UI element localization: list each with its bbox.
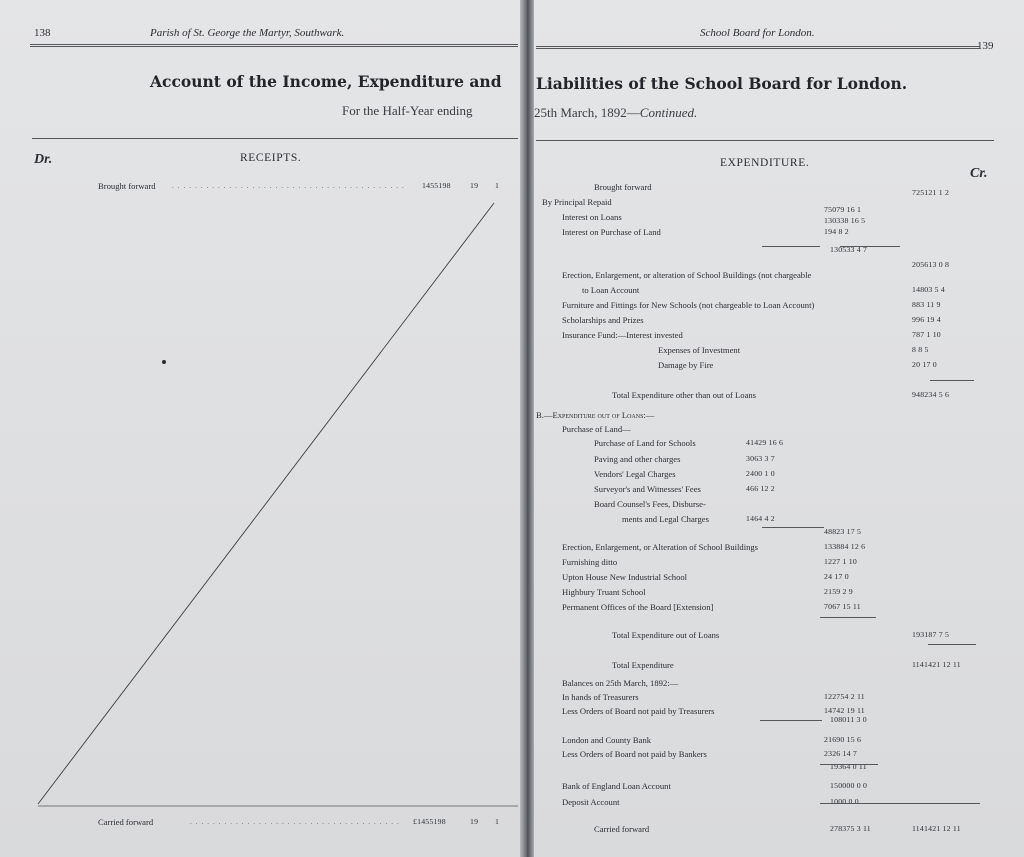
ledger-amount: 122754 2 11 (824, 692, 865, 701)
cr-label: Cr. (970, 166, 988, 181)
subtotal-rule (820, 764, 878, 765)
ledger-row-label: Scholarships and Prizes (562, 315, 644, 325)
ledger-row-label: Balances on 25th March, 1892:— (562, 678, 679, 688)
dr-label: Dr. (34, 152, 53, 167)
ledger-amount: 1000 0 0 (830, 797, 859, 806)
subtotal-rule (928, 644, 976, 645)
ledger-amount: 14742 19 11 (824, 706, 865, 715)
ledger-row-label: Brought forward (594, 182, 652, 192)
ledger-amount: 948234 5 6 (912, 390, 950, 399)
ledger-amount: 3063 3 7 (746, 454, 775, 463)
ledger-row-label: Purchase of Land for Schools (594, 438, 696, 448)
subtotal-rule (762, 527, 824, 528)
ledger-row-label: Total Expenditure other than out of Loans (612, 390, 757, 400)
ledger-amount: 1227 1 10 (824, 557, 857, 566)
subtotal-rule (760, 720, 822, 721)
ledger-row-label: Board Counsel's Fees, Disburse- (594, 499, 706, 509)
right-title-rule (536, 140, 994, 141)
ledger-row-label: By Principal Repaid (542, 197, 612, 207)
ink-spot (162, 360, 166, 364)
ledger-amount: 1141421 12 11 (912, 660, 961, 669)
ledger-row-label: Insurance Fund:—Interest invested (562, 330, 683, 340)
ledger-amount: 193187 7 5 (912, 630, 950, 639)
ledger-amount: 996 19 4 (912, 315, 941, 324)
ledger-amount: 133884 12 6 (824, 542, 866, 551)
cf-shillings: 19 (470, 817, 479, 826)
ledger-row-label: Bank of England Loan Account (562, 781, 671, 791)
ledger-row-label: Erection, Enlargement, or Alteration of School Buildings (562, 542, 759, 552)
ledger-row-label: Total Expenditure out of Loans (612, 630, 720, 640)
subtotal-rule (840, 246, 900, 247)
bf-shillings: 19 (470, 181, 479, 190)
ledger-amount: 130533 4 7 (830, 245, 868, 254)
ledger-row-label: Total Expenditure (612, 660, 674, 670)
expenditure-heading: EXPENDITURE. (720, 157, 810, 169)
ledger-amount: 466 12 2 (746, 484, 775, 493)
leader-dots: ..................................... (190, 818, 403, 826)
title-right: Liabilities of the School Board for London. (536, 74, 908, 93)
subtotal-rule (930, 380, 974, 381)
ledger-row-label: ments and Legal Charges (622, 514, 709, 524)
subtotal-rule (820, 803, 980, 804)
ledger-amount: 1141421 12 11 (912, 824, 961, 833)
subtotal-rule (762, 246, 820, 247)
ledger-row-label: Upton House New Industrial School (562, 572, 688, 582)
ledger-amount: 21690 15 6 (824, 735, 862, 744)
ledger-amount: 278375 3 11 (830, 824, 871, 833)
bf-pounds: 1455198 (422, 181, 451, 190)
ledger-row-label: B.—Expenditure out of Loans:— (536, 410, 655, 420)
ledger-amount: 130338 16 5 (824, 216, 866, 225)
ledger-amount: 20 17 0 (912, 360, 937, 369)
ledger-amount: 48823 17 5 (824, 527, 862, 536)
ledger-amount: 150000 0 0 (830, 781, 868, 790)
subtitle-left: For the Half-Year ending (342, 103, 473, 118)
cf-pence: 1 (495, 817, 500, 826)
ledger-amount: 108011 3 0 (830, 715, 867, 724)
ledger-amount: 7067 15 11 (824, 602, 861, 611)
ledger-row-label: Vendors' Legal Charges (594, 469, 676, 479)
subtitle-right: 25th March, 1892—Continued. (534, 105, 698, 120)
ledger-row-label: London and County Bank (562, 735, 652, 745)
ledger-row-label: Damage by Fire (658, 360, 714, 370)
ledger-amount: 787 1 10 (912, 330, 941, 339)
ledger-row-label: Purchase of Land— (562, 424, 631, 434)
ledger-amount: 19364 0 11 (830, 762, 867, 771)
ledger-amount: 8 8 5 (912, 345, 929, 354)
ledger-row-label: Furniture and Fittings for New Schools (not chargeable to Loan Account) (562, 300, 815, 310)
ledger-amount: 1464 4 2 (746, 514, 775, 523)
ledger-row-label: Erection, Enlargement, or alteration of School Buildings (not chargeable (562, 270, 812, 280)
ledger-row-label: Surveyor's and Witnesses' Fees (594, 484, 701, 494)
ledger-row-label: Expenses of Investment (658, 345, 741, 355)
left-page-number: 138 (34, 27, 51, 39)
ledger-row-label: Deposit Account (562, 797, 620, 807)
ledger-row-label: In hands of Treasurers (562, 692, 639, 702)
ledger-row-label: Furnishing ditto (562, 557, 618, 567)
cf-pounds: £1455198 (413, 817, 446, 826)
bf-pence: 1 (495, 181, 500, 190)
ledger-row-label: Carried forward (594, 824, 650, 834)
ledger-amount: 725121 1 2 (912, 188, 950, 197)
ledger-amount: 2326 14 7 (824, 749, 857, 758)
ledger-row-label: to Loan Account (582, 285, 640, 295)
ledger-row-label: Interest on Loans (562, 212, 622, 222)
ledger-row-label: Paving and other charges (594, 454, 681, 464)
ledger-amount: 75079 16 1 (824, 205, 862, 214)
ledger-amount: 883 11 9 (912, 300, 941, 309)
ledger-row-label: Interest on Purchase of Land (562, 227, 661, 237)
leader-dots: ......................................... (172, 182, 408, 190)
ledger-amount: 2400 1 0 (746, 469, 775, 478)
ledger-amount: 41429 16 6 (746, 438, 784, 447)
subtotal-rule (820, 617, 876, 618)
ledger-row-label: Permanent Offices of the Board [Extension] (562, 602, 714, 612)
ledger-amount: 2159 2 9 (824, 587, 853, 596)
right-header-rule (536, 46, 980, 49)
ledger-row-label: Less Orders of Board not paid by Bankers (562, 749, 707, 759)
ledger-row-label: Less Orders of Board not paid by Treasurers (562, 706, 715, 716)
right-page-number: 139 (977, 40, 994, 52)
carried-forward-label: Carried forward (98, 817, 154, 827)
right-running-head: School Board for London. (700, 27, 815, 39)
ledger-amount: 14803 5 4 (912, 285, 945, 294)
ledger-amount: 194 8 2 (824, 227, 849, 236)
left-running-head: Parish of St. George the Martyr, Southwark. (150, 27, 345, 39)
ledger-amount: 24 17 0 (824, 572, 849, 581)
ledger-amount: 205613 0 8 (912, 260, 950, 269)
receipts-heading: RECEIPTS. (240, 152, 302, 164)
ledger-row-label: Highbury Truant School (562, 587, 646, 597)
title-left: Account of the Income, Expenditure and (150, 72, 502, 91)
brought-forward-label: Brought forward (98, 181, 156, 191)
